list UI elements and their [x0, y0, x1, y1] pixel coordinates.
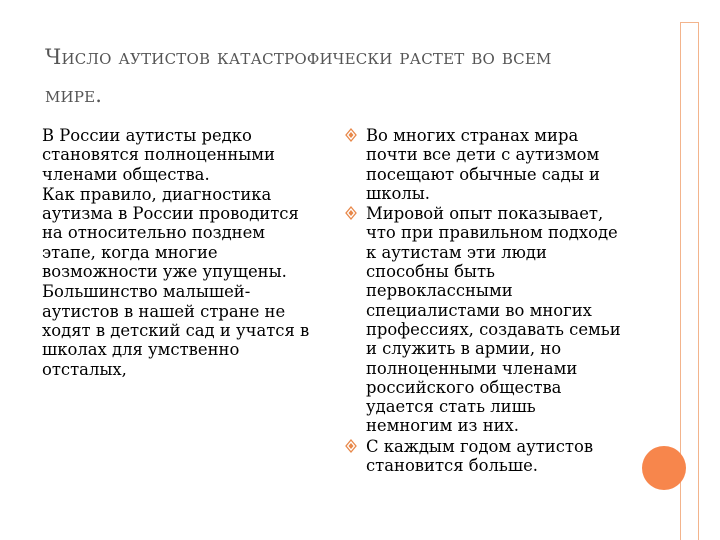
bullet-text: Мировой опыт показывает, что при правильном подходе к аутистам эти люди способны быть первоклассными специалистами во многих профессиях, создавать семьи и служить в армии, но полноценными членами российского общества удается стать лишь немногим из них. — [366, 204, 621, 436]
decorative-circle — [642, 446, 686, 490]
left-column — [42, 126, 322, 380]
left-paragraph: В России аутисты редко становятся полноценными членами общества. — [42, 126, 275, 184]
right-column — [344, 126, 624, 476]
left-paragraph: Большинство малышей-аутистов в нашей стране не ходят в детский сад и учатся в школах для умственно отсталых, — [42, 282, 310, 379]
frame-line-outer — [698, 22, 699, 540]
bullet-item — [344, 126, 624, 203]
slide-title: Число аутистов катастрофически растет во всем мире. — [45, 45, 552, 107]
bullet-text: Во многих странах мира почти все дети с аутизмом посещают обычные сады и школы. — [366, 126, 600, 203]
bullet-text: С каждым годом аутистов становится больше. — [366, 436, 594, 476]
bullet-icon — [344, 206, 358, 220]
bullet-icon — [344, 128, 358, 142]
bullet-item — [344, 204, 624, 436]
left-paragraph: Как правило, диагностика аутизма в России проводится на относительно позднем этапе, когда многие возможности уже упущены. — [42, 184, 299, 282]
frame-line-top — [680, 22, 698, 23]
bullet-icon — [344, 439, 358, 453]
bullet-item — [344, 437, 624, 476]
